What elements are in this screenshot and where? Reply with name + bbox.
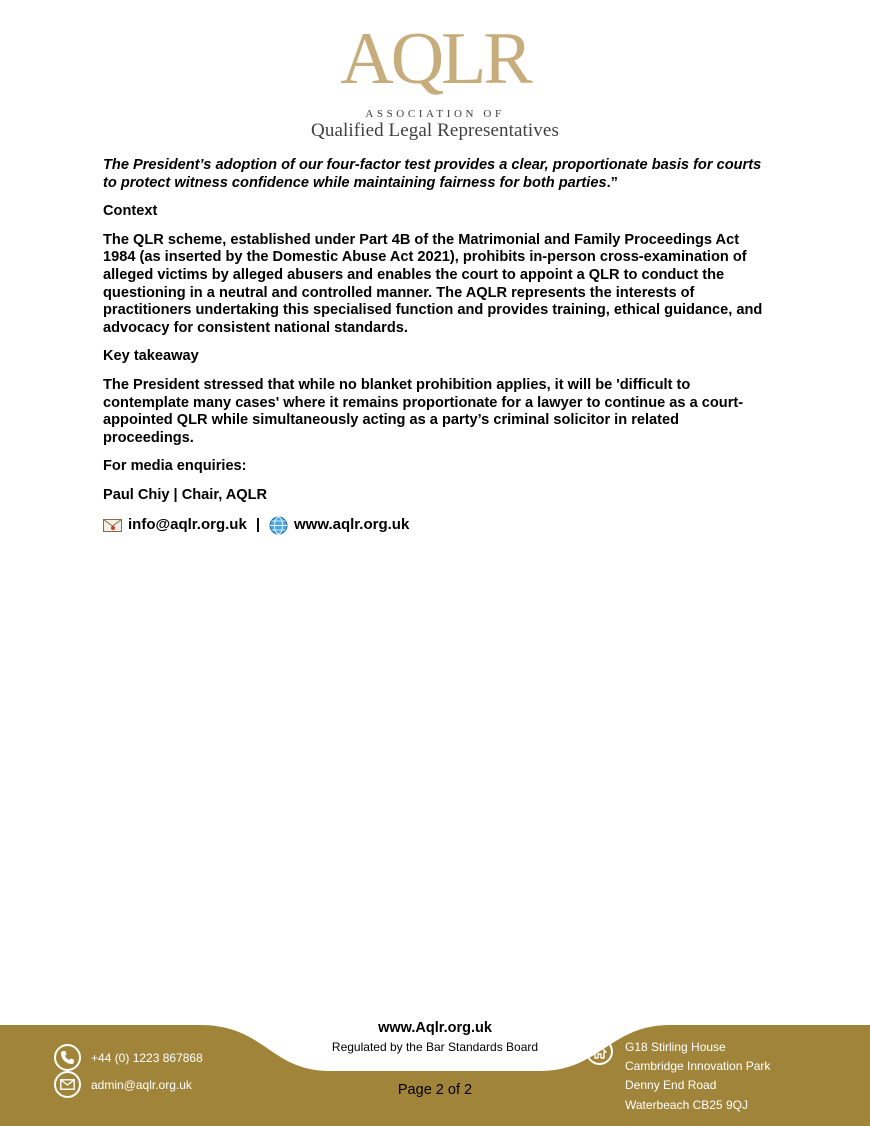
- page-label: Page: [397, 1082, 432, 1098]
- letterhead: [0, 18, 870, 142]
- footer-phone[interactable]: +44 (0) 1223 867868: [91, 1050, 203, 1065]
- logo-tagline-bottom: Qualified Legal Representatives: [311, 120, 559, 141]
- address-line: G18 Stirling House: [625, 1040, 726, 1054]
- aqlr-logo: AQLR: [340, 18, 530, 100]
- footer-email[interactable]: admin@aqlr.org.uk: [91, 1077, 192, 1092]
- logo-tagline-top: ASSOCIATION OF: [365, 108, 505, 120]
- footer-website[interactable]: www.Aqlr.org.uk: [378, 1020, 492, 1036]
- footer-phone-row: [54, 1044, 203, 1071]
- globe-icon: [269, 516, 288, 535]
- footer-address-block: [586, 1038, 770, 1115]
- website-link[interactable]: www.aqlr.org.uk: [294, 516, 410, 534]
- email-link[interactable]: info@aqlr.org.uk: [128, 516, 247, 534]
- takeaway-heading: Key takeaway: [103, 348, 199, 365]
- home-icon: [586, 1038, 613, 1065]
- envelope-icon: [54, 1071, 81, 1098]
- contact-links: [103, 516, 773, 535]
- address-line: Cambridge Innovation Park: [625, 1059, 771, 1074]
- envelope-icon: [103, 519, 122, 532]
- quote-end: .”: [606, 174, 618, 191]
- address-line: Waterbeach CB25 9QJ: [625, 1097, 748, 1112]
- media-heading: For media enquiries:: [103, 458, 247, 475]
- link-separator: |: [255, 516, 261, 534]
- page-current: 2: [435, 1082, 444, 1098]
- quote-paragraph: [103, 157, 773, 192]
- takeaway-paragraph: The President stressed that while no blanket prohibition applies, it will be 'difficult to contemplate many cases' where it remains proportionate for a lawyer to continue as a court-appointed QLR while simultaneously acting as a party’s criminal solicitor in related proceedings.: [103, 376, 744, 446]
- page-total: 2: [464, 1082, 473, 1098]
- context-heading: Context: [103, 203, 158, 220]
- page-of: of: [447, 1082, 460, 1098]
- phone-icon: [54, 1044, 81, 1071]
- footer-regulator: Regulated by the Bar Standards Board: [331, 1040, 539, 1054]
- address-line: Denny End Road: [625, 1078, 717, 1093]
- context-paragraph: The QLR scheme, established under Part 4B of the Matrimonial and Family Proceedings Act 1984 (as inserted by the Domestic Abuse Act 2021), prohibits in-person cross-examination of alleged victims by alleged abusers and enables the court to appoint a QLR to conduct the questioning in a neutral and controlled manner. The AQLR represents the interests of practitioners undertaking this specialised function and provides training, ethical guidance, and advocacy for consistent national standards.: [103, 231, 763, 336]
- quote-text: The President’s adoption of our four-factor test provides a clear, proportionate basis for courts to protect witness confidence while maintaining fairness for both parties: [103, 157, 762, 191]
- footer-email-row: [54, 1071, 192, 1098]
- footer-address: [625, 1038, 770, 1115]
- page-number: [290, 1082, 580, 1098]
- document-body: [103, 157, 773, 535]
- contact-person: Paul Chiy | Chair, AQLR: [103, 486, 268, 503]
